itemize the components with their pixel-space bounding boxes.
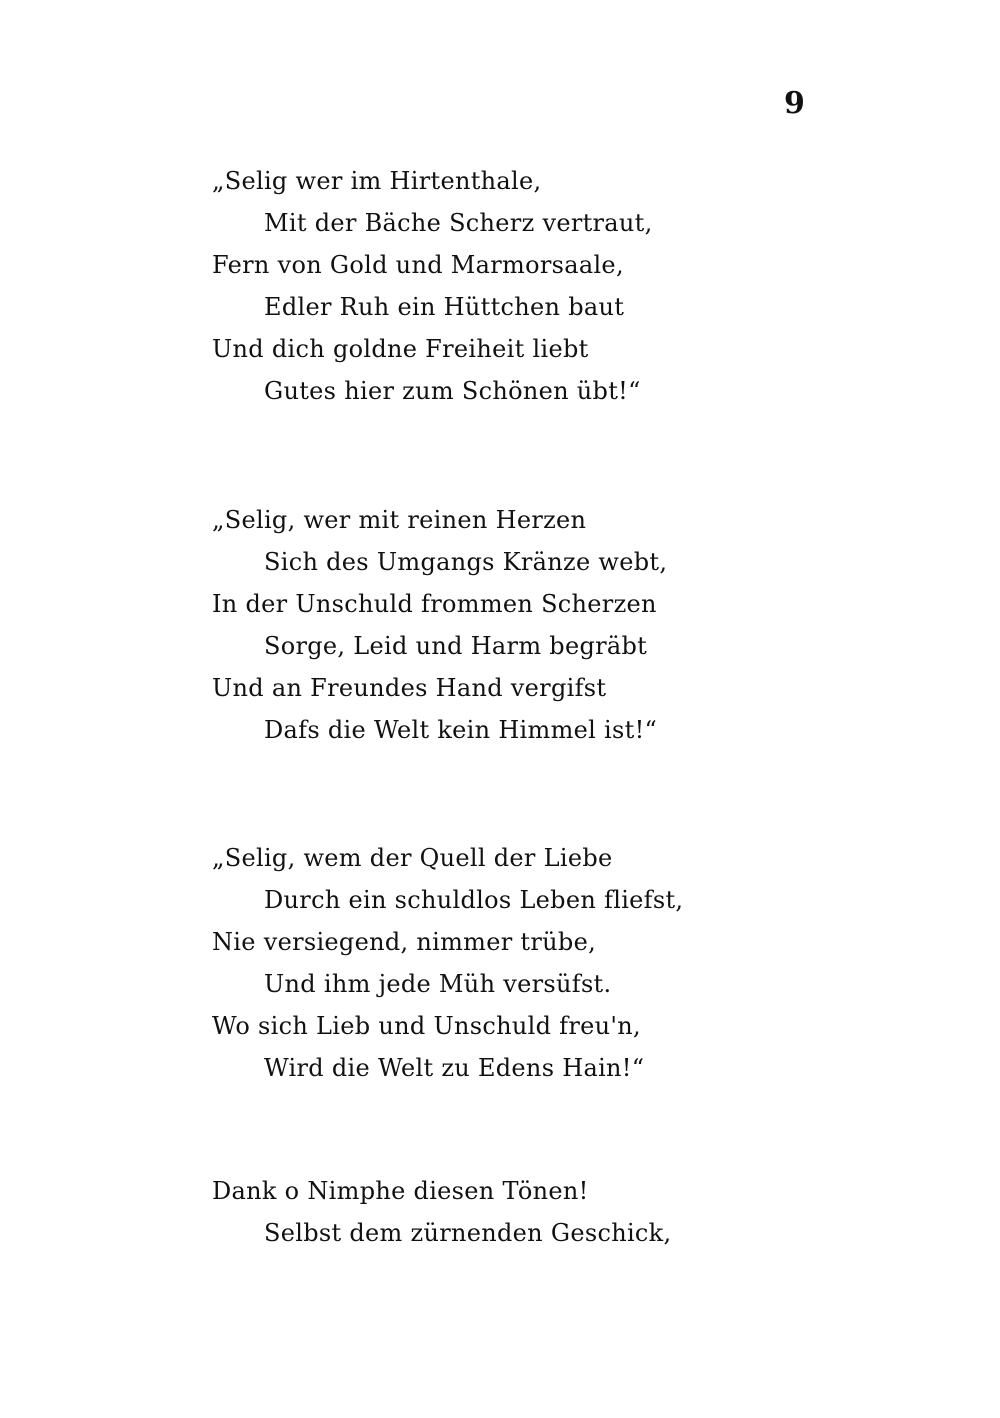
- verse-line: Selbst dem zürnenden Geschick,: [264, 1219, 672, 1247]
- verse-line: „Selig, wer mit reinen Herzen: [212, 506, 587, 534]
- verse-line: Und an Freundes Hand vergifst: [212, 674, 607, 702]
- verse-line: Und dich goldne Freiheit liebt: [212, 335, 589, 363]
- verse-line: In der Unschuld frommen Scherzen: [212, 590, 657, 618]
- stanza-1: [212, 160, 852, 412]
- stanza-3: [212, 837, 852, 1089]
- stanza-2: [212, 499, 852, 751]
- verse-line: Fern von Gold und Marmorsaale,: [212, 251, 624, 279]
- verse-line: Wo sich Lieb und Unschuld freu'n,: [212, 1012, 641, 1040]
- page-number: 9: [784, 86, 805, 121]
- verse-line: Edler Ruh ein Hüttchen baut: [264, 293, 625, 321]
- verse-line: „Selig wer im Hirtenthale,: [212, 167, 542, 195]
- stanza-4: [212, 1170, 852, 1254]
- verse-line: Wird die Welt zu Edens Hain!“: [264, 1054, 645, 1082]
- verse-line: Mit der Bäche Scherz vertraut,: [264, 209, 653, 237]
- verse-line: Und ihm jede Müh versüfst.: [264, 970, 612, 998]
- verse-line: Dafs die Welt kein Himmel ist!“: [264, 716, 658, 744]
- verse-line: Nie versiegend, nimmer trübe,: [212, 928, 597, 956]
- verse-line: Sich des Umgangs Kränze webt,: [264, 548, 668, 576]
- verse-line: Gutes hier zum Schönen übt!“: [264, 377, 641, 405]
- verse-line: „Selig, wem der Quell der Liebe: [212, 844, 613, 872]
- verse-line: Dank o Nimphe diesen Tönen!: [212, 1177, 589, 1205]
- verse-line: Sorge, Leid und Harm begräbt: [264, 632, 648, 660]
- verse-line: Durch ein schuldlos Leben fliefst,: [264, 886, 684, 914]
